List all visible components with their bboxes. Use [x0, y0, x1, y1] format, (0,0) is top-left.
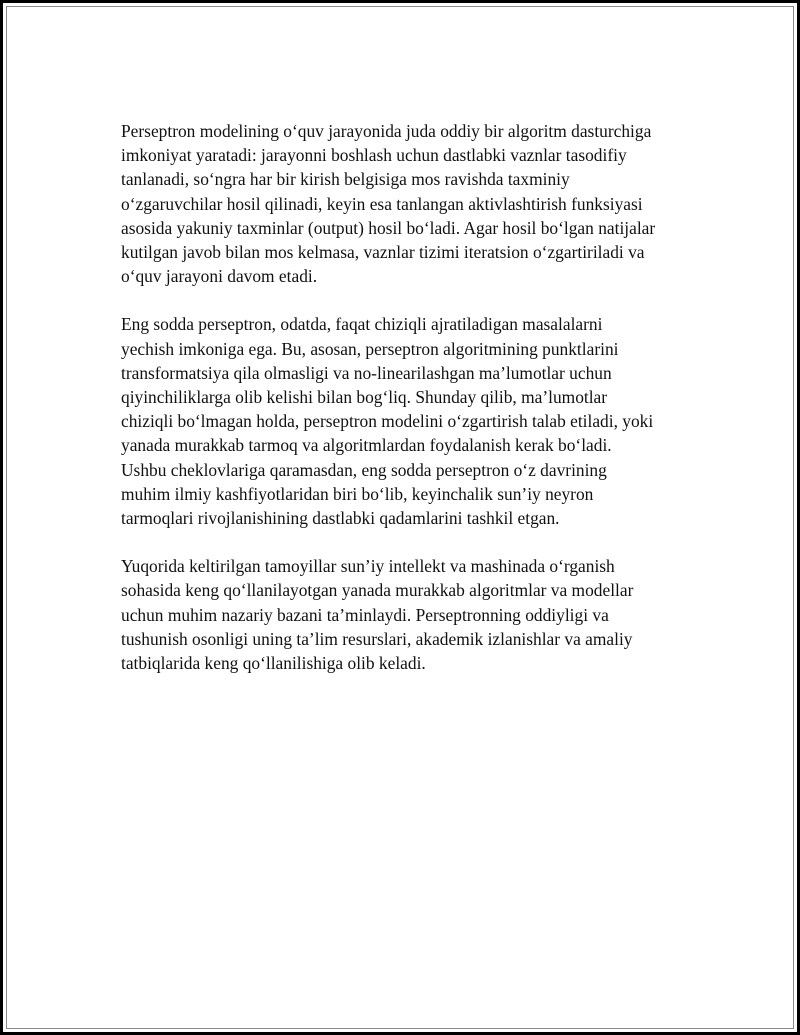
- text-line: qiyinchiliklarga olib kelishi bilan bog‘liq. Shunday qilib, ma’lumotlar: [121, 387, 608, 408]
- text-line: chiziqli bo‘lmagan holda, perseptron modelini o‘zgartirish talab etiladi, yoki: [121, 411, 654, 432]
- text-line: yechish imkoniga ega. Bu, asosan, perseptron algoritmining punktlarini: [121, 338, 619, 359]
- text-line: imkoniyat yaratadi: jarayonni boshlash uchun dastlabki vaznlar tasodifiy: [121, 145, 627, 166]
- text-line: tushunish osonligi uning ta’lim resurslari, akademik izlanishlar va amaliy: [121, 628, 633, 649]
- text-line: tatbiqlarida keng qo‘llanilishiga olib keladi.: [121, 653, 426, 674]
- text-line: tanlanadi, so‘ngra har bir kirish belgisiga mos ravishda taxminiy: [121, 169, 570, 190]
- paragraph-training-process: [121, 119, 691, 288]
- paragraph-limitations: [121, 312, 691, 530]
- text-line: o‘zgaruvchilar hosil qilinadi, keyin esa tanlangan aktivlashtirish funksiyasi: [121, 193, 643, 214]
- text-line: muhim ilmiy kashfiyotlaridan biri bo‘lib, keyinchalik sun’iy neyron: [121, 483, 594, 504]
- text-line: kutilgan javob bilan mos kelmasa, vaznlar tizimi iteratsion o‘zgartiriladi va: [121, 242, 645, 263]
- paragraph-significance: [121, 554, 691, 675]
- text-line: o‘quv jarayoni davom etadi.: [121, 266, 318, 287]
- text-line: Eng sodda perseptron, odatda, faqat chiziqli ajratiladigan masalalarni: [121, 314, 603, 335]
- text-line: transformatsiya qila olmasligi va no-linearilashgan ma’lumotlar uchun: [121, 362, 612, 383]
- text-line: uchun muhim nazariy bazani ta’minlaydi. Perseptronning oddiyligi va: [121, 604, 609, 625]
- text-line: asosida yakuniy taxminlar (output) hosil bo‘ladi. Agar hosil bo‘lgan natijalar: [121, 217, 656, 238]
- document-body: [121, 119, 691, 699]
- text-line: Yuqorida keltirilgan tamoyillar sun’iy intellekt va mashinada o‘rganish: [121, 556, 615, 577]
- text-line: Perseptron modelining o‘quv jarayonida juda oddiy bir algoritm dasturchiga: [121, 121, 652, 141]
- text-line: Ushbu cheklovlariga qaramasdan, eng sodda perseptron o‘z davrining: [121, 459, 607, 480]
- text-line: sohasida keng qo‘llanilayotgan yanada murakkab algoritmlar va modellar: [121, 580, 634, 601]
- text-line: yanada murakkab tarmoq va algoritmlardan foydalanish kerak bo‘ladi.: [121, 435, 612, 456]
- text-line: tarmoqlari rivojlanishining dastlabki qadamlarini tashkil etgan.: [121, 508, 560, 529]
